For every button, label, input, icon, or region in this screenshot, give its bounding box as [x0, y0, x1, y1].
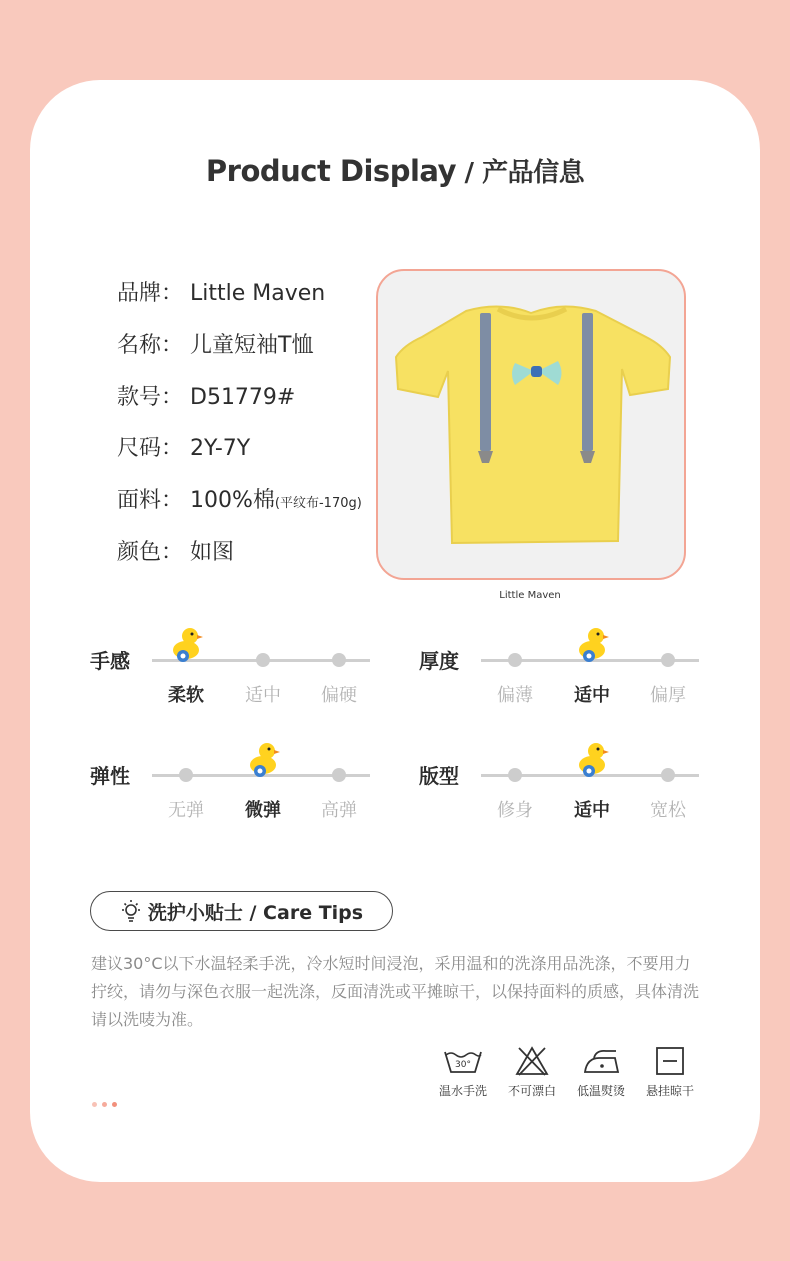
care-instructions: 建议30°C以下水温轻柔手洗，冷水短时间浸泡，采用温和的洗涤用品洗涤，不要用力拧绞，请勿与深色衣服一起洗涤，反面清洗或平摊晾干，以保持面料的质感，具体清洗请以洗唛为准。 [91, 954, 700, 1029]
rating-title: 版型 [419, 764, 459, 788]
rating-option: 宽松 [650, 800, 686, 821]
rating-elasticity [90, 760, 390, 830]
care-item-hang-dry [635, 1046, 705, 1099]
no-bleach-icon [515, 1046, 549, 1076]
care-item-no-bleach [497, 1046, 567, 1099]
title-en: Product Display [205, 154, 456, 188]
rating-option: 适中 [245, 685, 281, 706]
rating-dot [508, 653, 522, 667]
duck-marker-icon [169, 625, 203, 665]
spec-row-size [117, 431, 250, 462]
spec-value: 2Y-7Y [190, 436, 251, 461]
page-indicator [92, 1092, 122, 1111]
spec-row-fabric [117, 483, 362, 514]
care-tips-label: 洗护小贴士 / Care Tips [147, 901, 364, 924]
rating-option-selected: 柔软 [168, 685, 204, 706]
spec-row-color [117, 535, 234, 566]
iron-low-icon [582, 1046, 620, 1076]
wash-temp-label: 30° [455, 1060, 471, 1070]
page-title [0, 152, 790, 189]
spec-value: D51779# [190, 385, 296, 410]
title-cn: / 产品信息 [455, 158, 585, 188]
rating-dot [661, 653, 675, 667]
spec-value: 儿童短袖T恤 [190, 333, 314, 358]
care-label: 低温熨烫 [576, 1084, 625, 1098]
rating-option: 偏硬 [321, 685, 357, 706]
rating-option: 偏薄 [497, 685, 533, 706]
rating-option-selected: 适中 [574, 685, 610, 706]
rating-title: 手感 [90, 649, 130, 673]
rating-option: 偏厚 [650, 685, 686, 706]
spec-row-brand [117, 276, 325, 307]
spec-row-style-no [117, 380, 295, 411]
rating-title: 厚度 [419, 649, 459, 673]
duck-marker-icon [575, 740, 609, 780]
rating-dot [179, 768, 193, 782]
spec-label: 名称： [117, 333, 184, 358]
care-label: 不可漂白 [507, 1084, 556, 1098]
spec-label: 品牌： [117, 281, 184, 306]
spec-label: 颜色： [117, 540, 184, 565]
rating-option-selected: 适中 [574, 800, 610, 821]
duck-marker-icon [246, 740, 280, 780]
spec-value: 100%棉 [190, 488, 275, 513]
indicator-dot [102, 1102, 107, 1107]
rating-fit [419, 760, 719, 830]
rating-dot [661, 768, 675, 782]
spec-note: (平纹布-170g) [274, 496, 362, 511]
rating-thickness [419, 645, 719, 715]
spec-value: 如图 [190, 540, 235, 565]
indicator-dot [92, 1102, 97, 1107]
rating-dot [256, 653, 270, 667]
rating-dot [332, 653, 346, 667]
lightbulb-icon [120, 899, 142, 923]
care-tips-badge [90, 891, 393, 931]
spec-label: 款号： [117, 385, 184, 410]
wash-30-icon [443, 1046, 483, 1076]
photo-caption: Little Maven [499, 590, 561, 601]
care-item-low-iron [566, 1046, 636, 1099]
indicator-dot [112, 1102, 117, 1107]
care-label: 温水手洗 [438, 1084, 487, 1098]
spec-value: Little Maven [190, 281, 326, 306]
spec-label: 面料： [117, 488, 184, 513]
rating-option: 高弹 [321, 800, 357, 821]
spec-row-name [117, 328, 313, 359]
care-item-hand-wash [428, 1046, 498, 1099]
tshirt-image [378, 271, 684, 578]
rating-dot [508, 768, 522, 782]
rating-option: 无弹 [168, 800, 204, 821]
rating-option-selected: 微弹 [245, 800, 281, 821]
spec-label: 尺码： [117, 436, 184, 461]
hang-dry-icon [655, 1046, 685, 1076]
care-label: 悬挂晾干 [645, 1084, 694, 1098]
duck-marker-icon [575, 625, 609, 665]
rating-hand-feel [90, 645, 390, 715]
rating-title: 弹性 [90, 764, 130, 788]
rating-option: 修身 [497, 800, 533, 821]
product-photo [376, 269, 686, 580]
rating-dot [332, 768, 346, 782]
